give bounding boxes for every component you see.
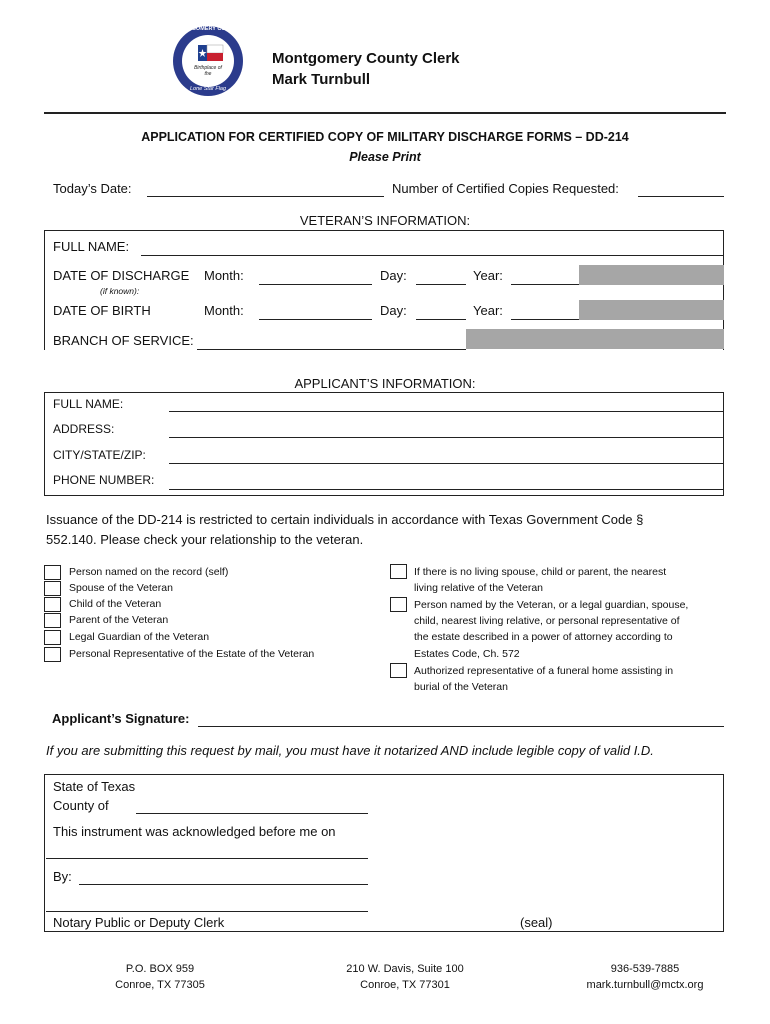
- birth-shaded-area: [579, 300, 724, 320]
- discharge-year-label: Year:: [473, 268, 503, 283]
- birth-year-field[interactable]: [511, 319, 579, 320]
- applicant-city-label: CITY/STATE/ZIP:: [53, 448, 146, 462]
- seal-text-top: MONTGOMERY COUNTY: [175, 26, 241, 32]
- footer-po-box: P.O. BOX 959: [125, 963, 195, 975]
- mail-notice: If you are submitting this request by mail, you must have it notarized AND include legible copy of valid I.D.: [46, 743, 654, 758]
- applicant-phone-field[interactable]: [169, 489, 724, 490]
- footer-phone: 936-539-7885: [610, 963, 680, 975]
- notary-public-label: Notary Public or Deputy Clerk: [53, 915, 225, 930]
- notary-county-field[interactable]: [136, 813, 368, 814]
- relationship-guardian-label: Legal Guardian of the Veteran: [69, 631, 210, 643]
- relationship-parent-label: Parent of the Veteran: [69, 614, 169, 626]
- todays-date-label: Today’s Date:: [53, 181, 132, 196]
- checkbox-estate-rep[interactable]: [44, 647, 61, 662]
- issuance-line-2: 552.140. Please check your relationship to the veteran.: [46, 532, 364, 547]
- copies-field[interactable]: [638, 196, 724, 197]
- branch-field[interactable]: [197, 349, 466, 350]
- checkbox-nearest-relative[interactable]: [390, 564, 407, 579]
- applicant-address-label: ADDRESS:: [53, 422, 115, 436]
- checkbox-child[interactable]: [44, 597, 61, 612]
- checkbox-funeral-home[interactable]: [390, 663, 407, 678]
- notary-state: State of Texas: [53, 779, 136, 794]
- birth-day-label: Day:: [380, 303, 407, 318]
- seal-text-mid: Birthplace of the: [194, 65, 222, 77]
- relationship-self-label: Person named on the record (self): [69, 566, 229, 578]
- birth-year-label: Year:: [473, 303, 503, 318]
- discharge-day-label: Day:: [380, 268, 407, 283]
- birth-month-label: Month:: [204, 303, 244, 318]
- funeral-home-line-1: Authorized representative of a funeral home assisting in: [414, 665, 674, 677]
- checkbox-guardian[interactable]: [44, 630, 61, 645]
- notary-signature-field[interactable]: [46, 911, 368, 912]
- checkbox-named-person[interactable]: [390, 597, 407, 612]
- nearest-relative-line-1: If there is no living spouse, child or parent, the nearest: [414, 566, 667, 578]
- seal-text-bottom: Lone Star Flag: [189, 86, 227, 92]
- copies-label: Number of Certified Copies Requested:: [392, 181, 619, 196]
- named-person-line-3: the estate described in a power of attorney according to: [414, 631, 673, 643]
- footer-email[interactable]: mark.turnbull@mctx.org: [586, 979, 704, 991]
- veteran-full-name-label: FULL NAME:: [53, 239, 130, 254]
- discharge-month-label: Month:: [204, 268, 244, 283]
- notary-seal-label: (seal): [520, 915, 553, 930]
- applicant-full-name-label: FULL NAME:: [53, 397, 124, 411]
- notary-county: County of: [53, 798, 109, 813]
- notary-ack-date-field[interactable]: [46, 858, 368, 859]
- relationship-spouse-label: Spouse of the Veteran: [69, 582, 173, 594]
- birth-day-field[interactable]: [416, 319, 466, 320]
- footer-po-city: Conroe, TX 77305: [115, 979, 205, 991]
- relationship-child-label: Child of the Veteran: [69, 598, 162, 610]
- footer-street: 210 W. Davis, Suite 100: [346, 963, 464, 975]
- office-title: Montgomery County Clerk: [272, 50, 460, 67]
- applicant-phone-label: PHONE NUMBER:: [53, 473, 155, 487]
- issuance-line-1: Issuance of the DD-214 is restricted to certain individuals in accordance with Texas Government Code §: [46, 512, 644, 527]
- nearest-relative-line-2: living relative of the Veteran: [414, 582, 543, 594]
- notary-by-label: By:: [53, 869, 72, 884]
- signature-field[interactable]: [198, 726, 724, 727]
- applicant-section-title: APPLICANT’S INFORMATION:: [294, 376, 476, 391]
- discharge-note: (if known):: [100, 286, 140, 296]
- county-seal-logo: [172, 25, 244, 97]
- branch-shaded-area: [466, 329, 724, 349]
- notary-box: [44, 774, 724, 932]
- checkbox-self[interactable]: [44, 565, 61, 580]
- form-title: APPLICATION FOR CERTIFIED COPY OF MILITARY DISCHARGE FORMS – DD-214: [141, 130, 629, 144]
- checkbox-spouse[interactable]: [44, 581, 61, 596]
- birth-label: DATE OF BIRTH: [53, 303, 151, 318]
- discharge-label: DATE OF DISCHARGE: [53, 268, 190, 283]
- branch-label: BRANCH OF SERVICE:: [53, 333, 194, 348]
- relationship-estate-rep-label: Personal Representative of the Estate of the Veteran: [69, 648, 315, 660]
- applicant-full-name-field[interactable]: [169, 411, 724, 412]
- notary-acknowledged: This instrument was acknowledged before me on: [53, 824, 336, 839]
- signature-label: Applicant’s Signature:: [52, 711, 190, 726]
- notary-by-field[interactable]: [79, 884, 368, 885]
- named-person-line-4: Estates Code, Ch. 572: [414, 648, 520, 660]
- discharge-shaded-area: [579, 265, 724, 285]
- todays-date-field[interactable]: [147, 196, 384, 197]
- named-person-line-1: Person named by the Veteran, or a legal guardian, spouse,: [414, 599, 689, 611]
- applicant-address-field[interactable]: [169, 437, 724, 438]
- named-person-line-2: child, nearest living relative, or personal representative of: [414, 615, 680, 627]
- form-subtitle: Please Print: [349, 150, 421, 164]
- birth-month-field[interactable]: [259, 319, 372, 320]
- funeral-home-line-2: burial of the Veteran: [414, 681, 508, 693]
- footer-street-city: Conroe, TX 77301: [360, 979, 450, 991]
- discharge-day-field[interactable]: [416, 284, 466, 285]
- discharge-month-field[interactable]: [259, 284, 372, 285]
- header-divider: [44, 112, 726, 114]
- discharge-year-field[interactable]: [511, 284, 579, 285]
- veteran-section-title: VETERAN’S INFORMATION:: [299, 213, 471, 228]
- veteran-full-name-field[interactable]: [141, 255, 724, 256]
- applicant-city-field[interactable]: [169, 463, 724, 464]
- checkbox-parent[interactable]: [44, 613, 61, 628]
- clerk-name: Mark Turnbull: [272, 71, 371, 88]
